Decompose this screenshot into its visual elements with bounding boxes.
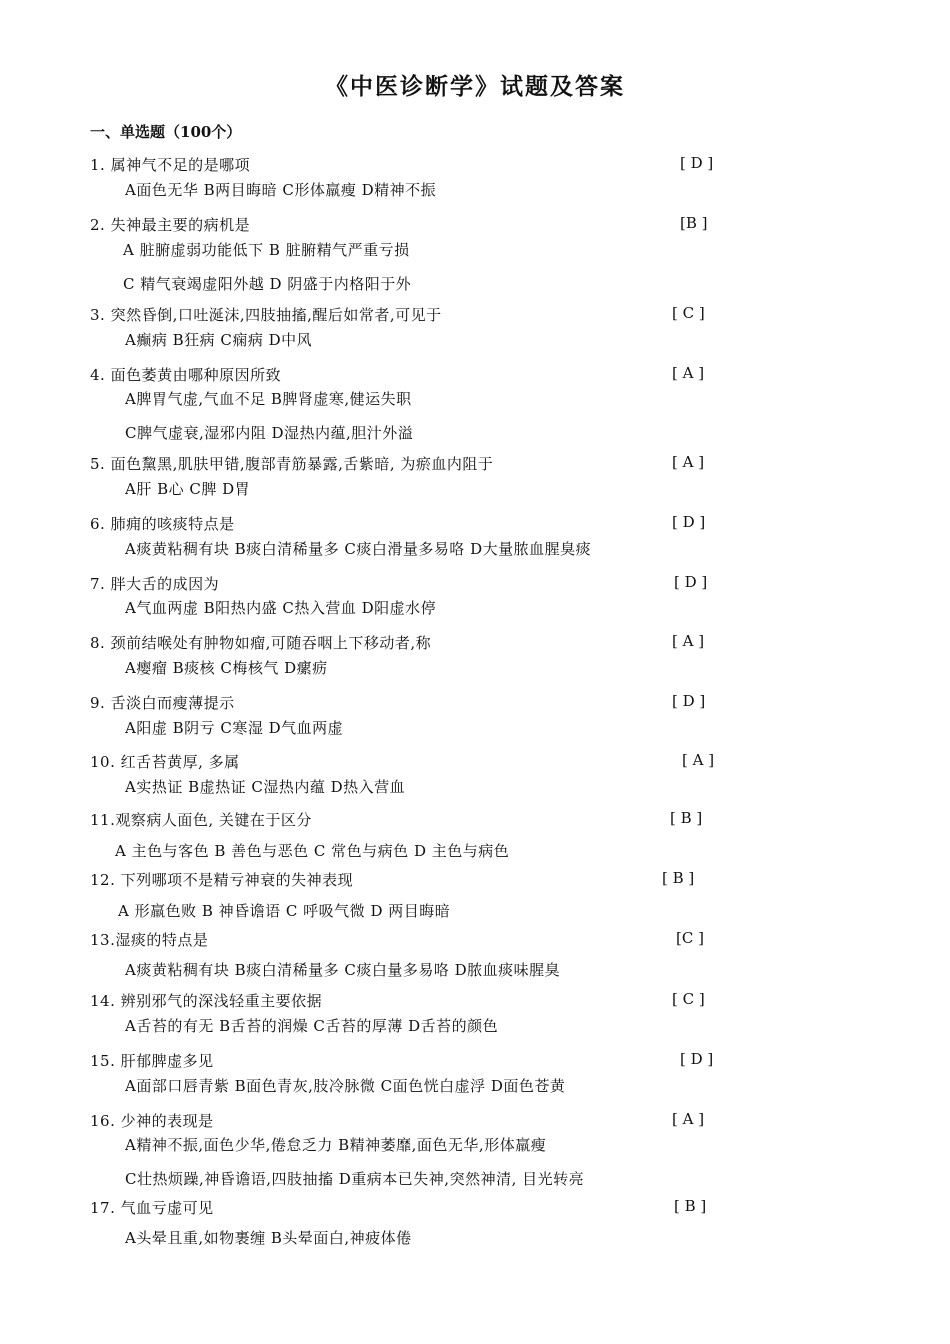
question-options: A痰黄粘稠有块 B痰白清稀量多 C痰白量多易咯 D脓血痰味腥臭 (125, 961, 561, 979)
section-heading: 一、单选题（100个） (90, 123, 242, 141)
question-options: A实热证 B虚热证 C湿热内蕴 D热入营血 (125, 778, 406, 796)
answer-bracket: [ A ] (672, 453, 705, 471)
answer-bracket: [ C ] (672, 304, 705, 322)
question-stem: 11.观察病人面色, 关键在于区分 (90, 811, 312, 829)
answer-bracket: [ A ] (672, 364, 705, 382)
question-stem: 6. 肺痈的咳痰特点是 (90, 515, 235, 533)
question-options: A面色无华 B两目晦暗 C形体羸瘦 D精神不振 (125, 181, 437, 199)
question-options: C 精气衰竭虚阳外越 D 阴盛于内格阳于外 (123, 275, 412, 293)
question-options: A精神不振,面色少华,倦怠乏力 B精神萎靡,面色无华,形体羸瘦 (125, 1136, 547, 1154)
question-options: A 主色与客色 B 善色与恶色 C 常色与病色 D 主色与病色 (115, 842, 510, 860)
question-options: A气血两虚 B阳热内盛 C热入营血 D阳虚水停 (125, 599, 437, 617)
question-stem: 10. 红舌苔黄厚, 多属 (90, 753, 240, 771)
question-stem: 3. 突然昏倒,口吐涎沫,四肢抽搐,醒后如常者,可见于 (90, 306, 442, 324)
answer-bracket: [ D ] (674, 573, 708, 591)
answer-bracket: [ D ] (672, 513, 706, 531)
question-stem: 1. 属神气不足的是哪项 (90, 156, 251, 174)
question-stem: 9. 舌淡白而瘦薄提示 (90, 694, 235, 712)
question-stem: 7. 胖大舌的成因为 (90, 575, 220, 593)
question-options: A面部口唇青紫 B面色青灰,肢冷脉微 C面色恍白虚浮 D面色苍黄 (125, 1077, 566, 1095)
question-options: A瘿瘤 B痰核 C梅核气 D瘰疬 (125, 659, 328, 677)
question-options: A 形羸色败 B 神昏谵语 C 呼吸气微 D 两目晦暗 (118, 902, 451, 920)
question-options: A痰黄粘稠有块 B痰白清稀量多 C痰白滑量多易咯 D大量脓血腥臭痰 (125, 540, 592, 558)
answer-bracket: [B ] (680, 214, 708, 232)
question-options: A肝 B心 C脾 D胃 (125, 480, 251, 498)
question-options: C脾气虚衰,湿邪内阻 D湿热内蕴,胆汁外溢 (125, 424, 414, 442)
answer-bracket: [ B ] (662, 869, 695, 887)
answer-bracket: [C ] (676, 929, 704, 947)
question-stem: 15. 肝郁脾虚多见 (90, 1052, 214, 1070)
question-options: A舌苔的有无 B舌苔的润燥 C舌苔的厚薄 D舌苔的颜色 (125, 1017, 499, 1035)
question-stem: 2. 失神最主要的病机是 (90, 216, 251, 234)
question-options: A 脏腑虚弱功能低下 B 脏腑精气严重亏损 (123, 241, 410, 259)
question-stem: 4. 面色萎黄由哪种原因所致 (90, 366, 282, 384)
question-options: A脾胃气虚,气血不足 B脾肾虚寒,健运失职 (125, 390, 412, 408)
question-stem: 12. 下列哪项不是精亏神衰的失神表现 (90, 871, 354, 889)
answer-bracket: [ D ] (680, 154, 714, 172)
question-stem: 8. 颈前结喉处有肿物如瘤,可随吞咽上下移动者,称 (90, 634, 432, 652)
answer-bracket: [ A ] (672, 632, 705, 650)
answer-bracket: [ B ] (670, 809, 703, 827)
question-options: C壮热烦躁,神昏谵语,四肢抽搐 D重病本已失神,突然神清, 目光转亮 (125, 1170, 585, 1188)
answer-bracket: [ B ] (674, 1197, 707, 1215)
answer-bracket: [ C ] (672, 990, 705, 1008)
question-stem: 14. 辨别邪气的深浅轻重主要依据 (90, 992, 323, 1010)
question-stem: 5. 面色黧黑,肌肤甲错,腹部青筋暴露,舌紫暗, 为瘀血内阻于 (90, 455, 494, 473)
answer-bracket: [ D ] (680, 1050, 714, 1068)
question-options: A阳虚 B阴亏 C寒湿 D气血两虚 (125, 719, 344, 737)
answer-bracket: [ A ] (672, 1110, 705, 1128)
question-stem: 17. 气血亏虚可见 (90, 1199, 214, 1217)
question-options: A癫病 B狂病 C痫病 D中风 (125, 331, 313, 349)
document-title: 《中医诊断学》试题及答案 (325, 73, 625, 100)
answer-bracket: [ A ] (682, 751, 715, 769)
question-options: A头晕且重,如物裹缠 B头晕面白,神疲体倦 (125, 1229, 412, 1247)
answer-bracket: [ D ] (672, 692, 706, 710)
question-stem: 16. 少神的表现是 (90, 1112, 214, 1130)
question-stem: 13.湿痰的特点是 (90, 931, 209, 949)
